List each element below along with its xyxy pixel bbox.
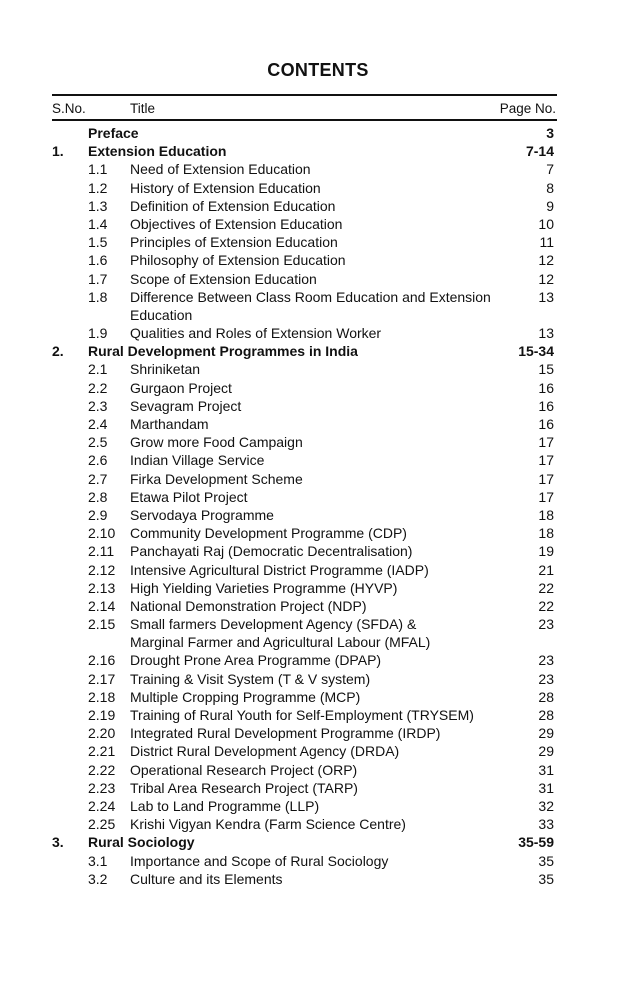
column-header-page: Page No. (499, 101, 556, 116)
toc-entry (52, 706, 554, 724)
entry-title: Multiple Cropping Programme (MCP) (130, 688, 361, 705)
entry-subnumber: 2.11 (88, 543, 115, 560)
top-rule (52, 94, 557, 96)
entry-title: Tribal Area Research Project (TARP) (130, 779, 358, 796)
toc-entry (52, 870, 554, 888)
entry-page: 29 (538, 725, 554, 742)
entry-subnumber: 2.4 (88, 416, 108, 432)
entry-page: 7 (546, 161, 554, 178)
toc-entry (52, 524, 554, 542)
toc-entry (52, 215, 554, 233)
toc-entry (52, 433, 554, 451)
entry-page: 13 (538, 288, 554, 305)
entry-number: 3. (52, 834, 64, 851)
entry-title: Difference Between Class Room Education and Extension (130, 288, 491, 305)
toc-entry-continuation (52, 633, 554, 651)
toc-entry (52, 233, 554, 251)
entry-title: Philosophy of Extension Education (130, 252, 346, 269)
entry-title: Community Development Programme (CDP) (130, 525, 407, 542)
entry-subnumber: 2.7 (88, 470, 108, 487)
entry-title: Principles of Extension Education (130, 234, 338, 251)
entry-title: Training & Visit System (T & V system) (130, 670, 371, 687)
entry-title: Objectives of Extension Education (130, 215, 343, 232)
entry-title: District Rural Development Agency (DRDA) (130, 743, 400, 760)
entry-title: Krishi Vigyan Kendra (Farm Science Centre) (130, 816, 406, 833)
entry-page: 23 (538, 652, 554, 669)
toc-entry (52, 415, 554, 433)
entry-page: 10 (538, 215, 554, 232)
entry-subnumber: 1.3 (88, 197, 108, 214)
page-title: CONTENTS (267, 60, 369, 80)
entry-title: Scope of Extension Education (130, 270, 317, 287)
entry-title-continued: Education (130, 306, 193, 323)
toc-entry (52, 270, 554, 288)
toc-entry (52, 360, 554, 378)
entry-page: 19 (538, 543, 554, 560)
entry-page: 18 (538, 506, 554, 523)
toc-entry (52, 324, 554, 342)
entry-title: Rural Sociology (88, 834, 195, 851)
entry-subnumber: 2.9 (88, 506, 108, 523)
entry-title: Grow more Food Campaign (130, 434, 303, 451)
entry-subnumber: 1.8 (88, 288, 108, 305)
toc-entry (52, 160, 554, 178)
entry-title: National Demonstration Project (NDP) (130, 597, 367, 614)
entry-page: 12 (538, 270, 554, 287)
entry-subnumber: 2.5 (88, 434, 108, 451)
entry-title: Culture and its Elements (130, 870, 283, 887)
toc-entry (52, 179, 554, 197)
toc-chapter-entry (52, 342, 554, 360)
table-of-contents (52, 124, 554, 888)
entry-subnumber: 2.10 (88, 525, 116, 542)
entry-page: 23 (538, 670, 554, 687)
entry-page: 31 (538, 779, 554, 796)
entry-page: 17 (538, 488, 554, 505)
toc-chapter-entry (52, 833, 554, 851)
entry-subnumber: 1.2 (88, 179, 108, 196)
entry-subnumber: 3.2 (88, 870, 108, 887)
toc-entry (52, 761, 554, 779)
entry-page: 33 (538, 816, 554, 833)
toc-entry (52, 288, 554, 306)
toc-entry (52, 579, 554, 597)
entry-page: 28 (538, 688, 554, 705)
entry-number: 2. (52, 343, 64, 360)
entry-title: Rural Development Programmes in India (88, 343, 358, 360)
entry-title: Sevagram Project (130, 397, 242, 414)
entry-subnumber: 2.23 (88, 779, 116, 796)
entry-subnumber: 2.8 (88, 488, 108, 505)
entry-subnumber: 1.7 (88, 270, 108, 287)
toc-entry (52, 379, 554, 397)
entry-subnumber: 2.6 (88, 452, 108, 469)
entry-title: Operational Research Project (ORP) (130, 761, 358, 778)
entry-page: 35 (538, 870, 554, 887)
entry-title: Lab to Land Programme (LLP) (130, 797, 320, 814)
entry-title: Indian Village Service (130, 452, 265, 469)
entry-subnumber: 1.9 (88, 325, 108, 342)
toc-entry (52, 542, 554, 560)
toc-entry (52, 742, 554, 760)
entry-subnumber: 1.5 (88, 234, 108, 251)
entry-subnumber: 1.4 (88, 215, 108, 232)
entry-page: 21 (538, 561, 554, 578)
entry-page: 7-14 (525, 143, 554, 160)
entry-subnumber: 2.25 (88, 816, 116, 833)
entry-page: 28 (538, 707, 554, 723)
entry-page: 15 (538, 361, 554, 378)
entry-page: 32 (538, 797, 554, 814)
entry-page: 11 (539, 234, 554, 251)
toc-entry (52, 797, 554, 815)
entry-title: Qualities and Roles of Extension Worker (130, 325, 382, 342)
entry-title: Marthandam (130, 416, 209, 432)
entry-page: 22 (538, 579, 554, 596)
entry-title: Extension Education (88, 143, 227, 160)
entry-page: 31 (538, 761, 554, 778)
entry-page: 15-34 (518, 343, 554, 360)
entry-page: 23 (538, 616, 554, 633)
entry-subnumber: 2.22 (88, 761, 116, 778)
toc-entry (52, 615, 554, 633)
toc-entry (52, 506, 554, 524)
entry-page: 13 (538, 325, 554, 342)
toc-entry (52, 724, 554, 742)
entry-title: Shriniketan (130, 361, 201, 378)
entry-subnumber: 2.13 (88, 579, 116, 596)
column-header-sno: S.No. (52, 101, 86, 116)
entry-subnumber: 2.24 (88, 797, 116, 814)
entry-page: 22 (538, 597, 554, 614)
entry-number: 1. (52, 143, 64, 160)
toc-entry (52, 688, 554, 706)
entry-title: Training of Rural Youth for Self-Employment (TRYSEM) (130, 707, 474, 723)
entry-title: Preface (88, 125, 139, 141)
entry-subnumber: 2.17 (88, 670, 116, 687)
entry-subnumber: 3.1 (88, 852, 108, 869)
entry-subnumber: 2.1 (88, 361, 108, 378)
entry-title: Gurgaon Project (130, 379, 232, 396)
entry-subnumber: 2.20 (88, 725, 116, 742)
entry-page: 29 (538, 743, 554, 760)
entry-page: 16 (538, 397, 554, 414)
entry-title: Definition of Extension Education (130, 197, 336, 214)
entry-title: Integrated Rural Development Programme (IRDP) (130, 725, 441, 742)
toc-entry (52, 470, 554, 488)
toc-entry (52, 197, 554, 215)
entry-subnumber: 2.2 (88, 379, 108, 396)
toc-entry (52, 251, 554, 269)
header-rule (52, 119, 557, 121)
toc-entry (52, 597, 554, 615)
entry-page: 17 (538, 470, 554, 487)
entry-title: Small farmers Development Agency (SFDA) & (130, 616, 417, 633)
toc-entry (52, 651, 554, 669)
entry-title: Need of Extension Education (130, 161, 311, 178)
entry-page: 17 (538, 452, 554, 469)
entry-subnumber: 2.16 (88, 652, 116, 669)
entry-title: High Yielding Varieties Programme (HYVP) (130, 579, 398, 596)
entry-subnumber: 2.19 (88, 707, 116, 723)
toc-entry (52, 561, 554, 579)
toc-entry (52, 670, 554, 688)
entry-page: 16 (538, 416, 554, 432)
entry-page: 3 (546, 125, 554, 141)
entry-subnumber: 2.21 (88, 743, 116, 760)
toc-entry (52, 451, 554, 469)
entry-title: Intensive Agricultural District Programme (IADP) (130, 561, 429, 578)
entry-subnumber: 2.18 (88, 688, 116, 705)
entry-title: History of Extension Education (130, 179, 321, 196)
toc-entry (52, 397, 554, 415)
column-header-title: Title (130, 101, 156, 116)
entry-subnumber: 2.12 (88, 561, 116, 578)
toc-entry-continuation (52, 306, 554, 324)
entry-subnumber: 1.6 (88, 252, 108, 269)
toc-entry (52, 488, 554, 506)
toc-chapter-entry (52, 142, 554, 160)
entry-page: 18 (538, 525, 554, 542)
entry-page: 35-59 (518, 834, 554, 851)
toc-entry (52, 779, 554, 797)
entry-page: 8 (546, 179, 554, 196)
entry-title: Servodaya Programme (130, 506, 274, 523)
entry-subnumber: 2.3 (88, 397, 108, 414)
entry-page: 17 (538, 434, 554, 451)
entry-subnumber: 2.14 (88, 597, 116, 614)
entry-title: Etawa Pilot Project (130, 488, 248, 505)
toc-chapter-entry (52, 124, 554, 142)
entry-subnumber: 2.15 (88, 616, 116, 633)
entry-page: 12 (538, 252, 554, 269)
entry-page: 16 (538, 379, 554, 396)
entry-subnumber: 1.1 (88, 161, 108, 178)
toc-entry (52, 815, 554, 833)
entry-title: Importance and Scope of Rural Sociology (130, 852, 389, 869)
entry-page: 35 (538, 852, 554, 869)
entry-title: Panchayati Raj (Democratic Decentralisation) (130, 543, 413, 560)
entry-title: Drought Prone Area Programme (DPAP) (130, 652, 382, 669)
toc-entry (52, 852, 554, 870)
entry-title-continued: Marginal Farmer and Agricultural Labour (MFAL) (130, 634, 431, 651)
entry-title: Firka Development Scheme (130, 470, 303, 487)
entry-page: 9 (546, 197, 554, 214)
